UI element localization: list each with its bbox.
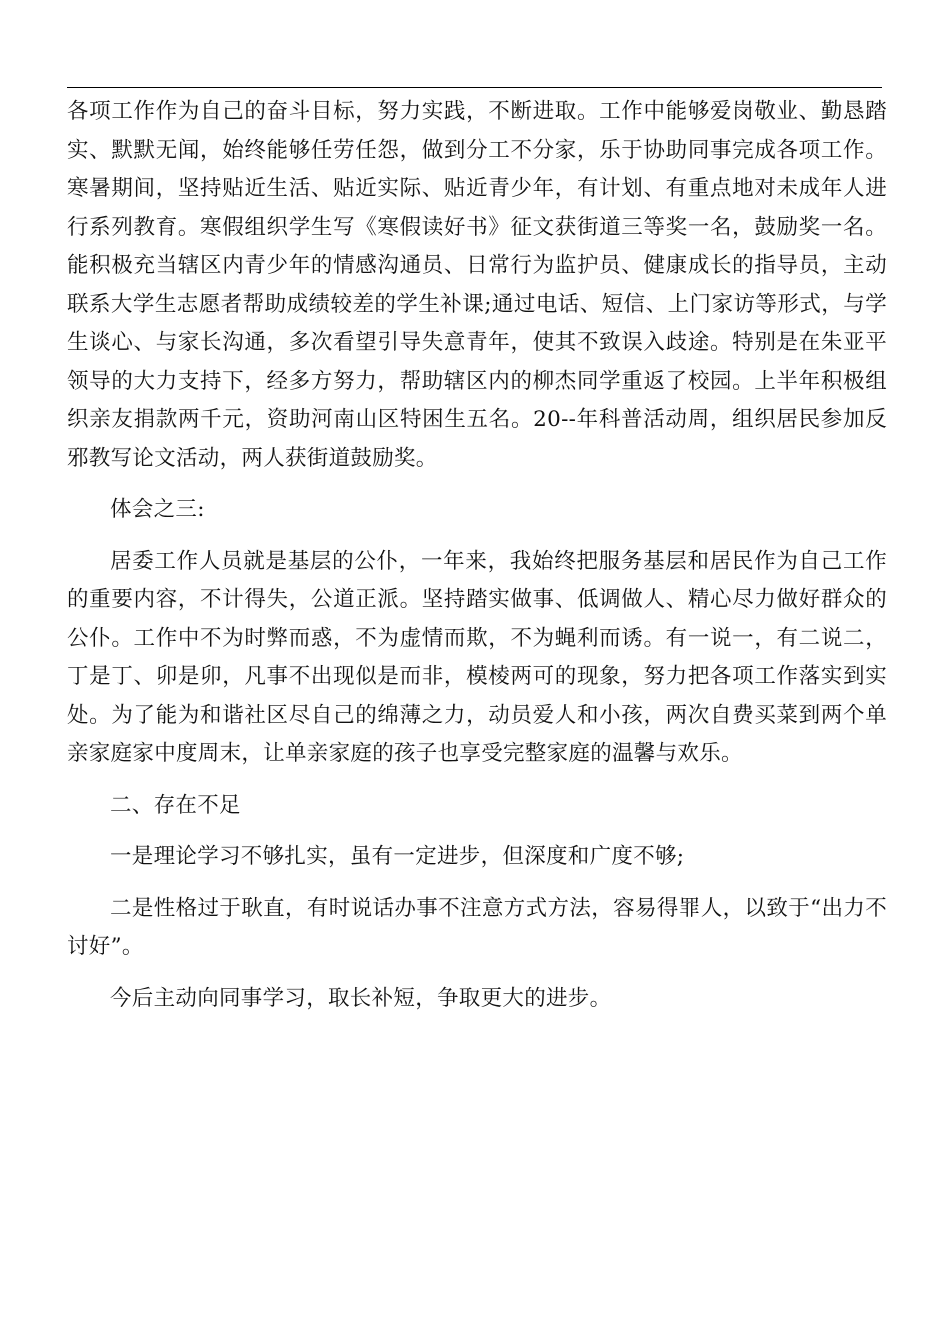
- paragraph-shortcoming-two: 二是性格过于耿直，有时说话办事不注意方式方法，容易得罪人，以致于“出力不讨好”。: [67, 895, 887, 959]
- document-body: [67, 93, 887, 1018]
- section-heading-shortcomings: 二、存在不足: [110, 792, 241, 818]
- paragraph-shortcoming-one: 一是理论学习不够扎实，虽有一定进步，但深度和广度不够;: [110, 844, 685, 869]
- paragraph-heading-insight-three: 体会之三:: [110, 497, 205, 522]
- header-rule: [67, 87, 882, 88]
- paragraph-continuation: 各项工作作为自己的奋斗目标，努力实践，不断进取。工作中能够爱岗敬业、勤恳踏实、默默无闻，始终能够任劳任怨，做到分工不分家，乐于协助同事完成各项工作。寒暑期间，坚持贴近生活、贴近实际、贴近青少年，有计划、有重点地对未成年人进行系列教育。寒假组织学生写《寒假读好书》征文获街道三等奖一名，鼓励奖一名。能积极充当辖区内青少年的情感沟通员、日常行为监护员、健康成长的指导员，主动联系大学生志愿者帮助成绩较差的学生补课;通过电话、短信、上门家访等形式，与学生谈心、与家长沟通，多次看望引导失意青年，使其不致误入歧途。特别是在朱亚平领导的大力支持下，经多方努力，帮助辖区内的柳杰同学重返了校园。上半年积极组织亲友捐款两千元，资助河南山区特困生五名。20--年科普活动周，组织居民参加反邪教写论文活动，两人获街道鼓励奖。: [67, 99, 887, 471]
- paragraph-future-plan: 今后主动向同事学习，取长补短，争取更大的进步。: [110, 985, 612, 1011]
- paragraph-insight-three: 居委工作人员就是基层的公仆，一年来，我始终把服务基层和居民作为自己工作的重要内容，不计得失，公道正派。坚持踏实做事、低调做人、精心尽力做好群众的公仆。工作中不为时弊而惑，不为虚情而欺，不为蝇利而诱。有一说一，有二说二，丁是丁、卯是卯，凡事不出现似是而非，模棱两可的现象，努力把各项工作落实到实处。为了能为和谐社区尽自己的绵薄之力，动员爱人和小孩，两次自费买菜到两个单亲家庭家中度周末，让单亲家庭的孩子也享受完整家庭的温馨与欢乐。: [67, 548, 887, 766]
